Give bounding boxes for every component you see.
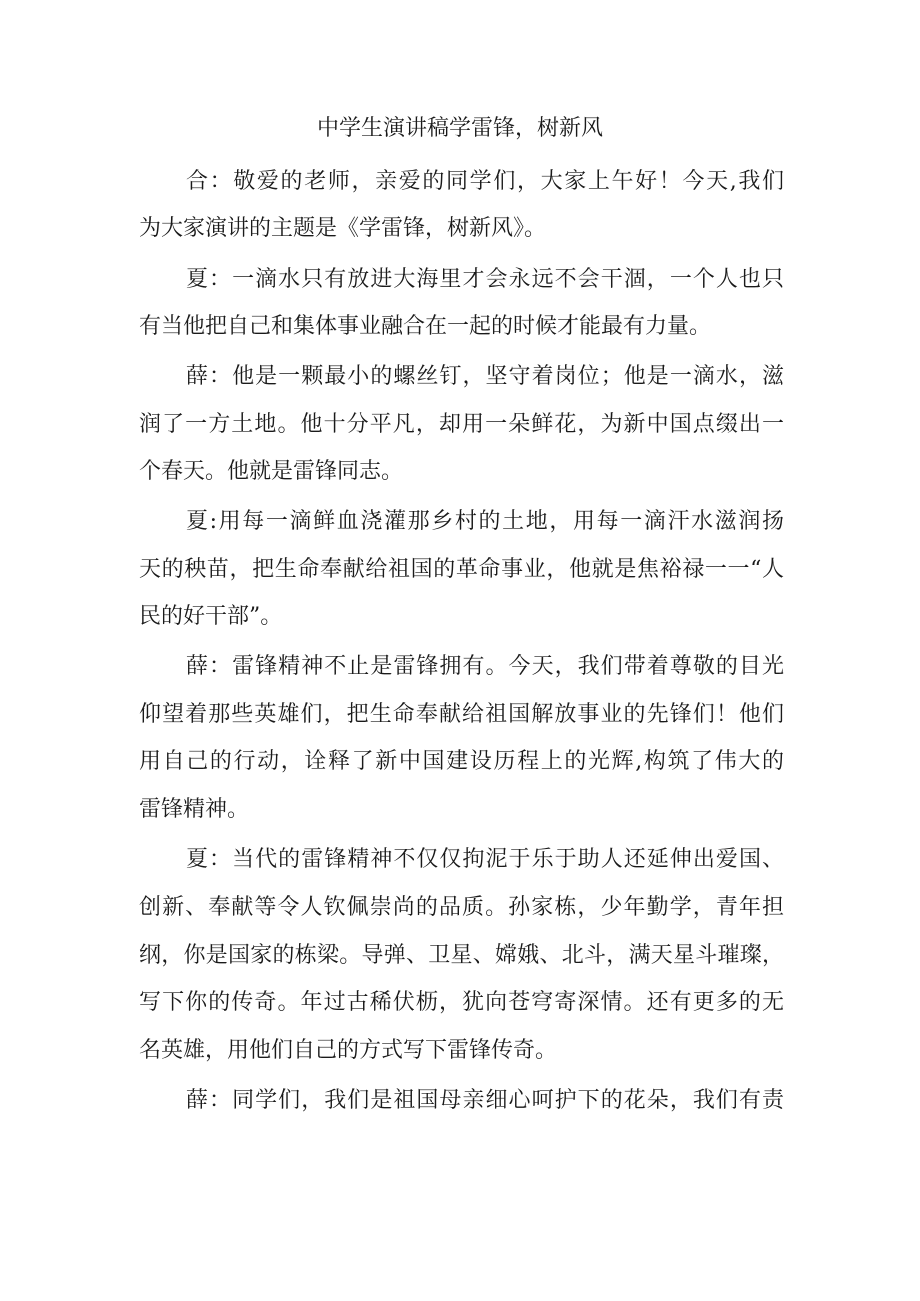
- paragraph-line: 润了一方土地。他十分平凡，却用一朵鲜花，为新中国点缀出一: [139, 412, 784, 437]
- paragraph-line: 写下你的传奇。年过古稀伏枥，犹向苍穹寄深情。还有更多的无: [139, 990, 784, 1015]
- paragraph-line: 个春天。他就是雷锋同志。: [139, 459, 404, 484]
- paragraph-line: 雷锋精神。: [139, 797, 250, 822]
- paragraph-line: 创新、奉献等令人钦佩崇尚的品质。孙家栋，少年勤学，青年担: [139, 895, 784, 920]
- paragraph-line: 用自己的行动，诠释了新中国建设历程上的光辉,构筑了伟大的: [139, 749, 784, 774]
- paragraph-line: 名英雄，用他们自己的方式写下雷锋传奇。: [139, 1038, 558, 1063]
- paragraph-line: 薛：同学们，我们是祖国母亲细心呵护下的花朵，我们有责: [186, 1088, 784, 1113]
- paragraph-line: 为大家演讲的主题是《学雷锋，树新风》。: [139, 216, 547, 241]
- paragraph-line: 薛：他是一颗最小的螺丝钉，坚守着岗位；他是一滴水，滋: [186, 364, 784, 389]
- paragraph-line: 夏：一滴水只有放进大海里才会永远不会干涸，一个人也只: [186, 267, 784, 292]
- paragraph-line: 仰望着那些英雄们，把生命奉献给祖国解放事业的先锋们！他们: [139, 702, 784, 727]
- paragraph-line: 有当他把自己和集体事业融合在一起的时候才能最有力量。: [139, 314, 712, 339]
- paragraph-line: 天的秧苗，把生命奉献给祖国的革命事业，他就是焦裕禄一一“人: [139, 557, 784, 582]
- paragraph-line: 合：敬爱的老师，亲爱的同学们，大家上午好！今天,我们: [186, 169, 784, 194]
- paragraph-line: 夏：当代的雷锋精神不仅仅拘泥于乐于助人还延伸出爱国、: [186, 847, 784, 872]
- document-title: 中学生演讲稿学雷锋，树新风: [316, 116, 603, 141]
- paragraph-line: 纲，你是国家的栋梁。导弹、卫星、嫦娥、北斗，满天星斗璀璨，: [139, 943, 784, 968]
- paragraph-line: 民的好干部”。: [139, 604, 283, 629]
- paragraph-line: 夏:用每一滴鲜血浇灌那乡村的土地，用每一滴汗水滋润扬: [186, 509, 784, 534]
- paragraph-line: 薛：雷锋精神不止是雷锋拥有。今天，我们带着尊敬的目光: [186, 654, 784, 679]
